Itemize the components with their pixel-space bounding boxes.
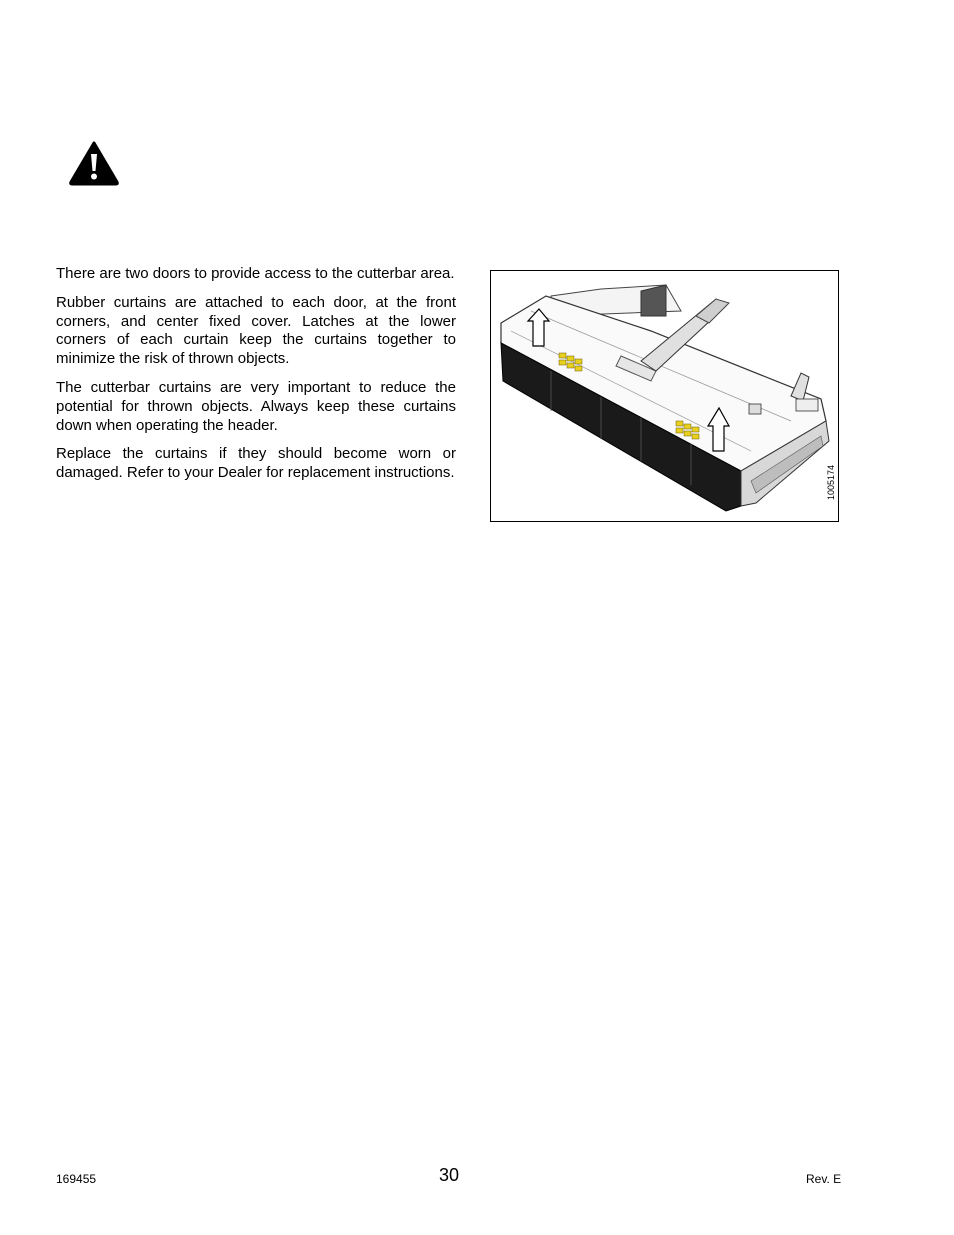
paragraph-replace: Replace the curtains if they should become worn or damaged. Refer to your Dealer for replacement instructions. bbox=[56, 445, 456, 482]
header-illustration bbox=[491, 271, 838, 521]
figure-header-doors bbox=[490, 270, 839, 522]
paragraph-curtains: Rubber curtains are attached to each door, at the front corners, and center fixed cover. Latches at the lower corners of each curtain keep the curtains together to minimize the risk of thrown objects. bbox=[56, 293, 456, 368]
paragraph-importance: The cutterbar curtains are very important to reduce the potential for thrown objects. Always keep these curtains down when operating the header. bbox=[56, 378, 456, 434]
footer-revision: Rev. E bbox=[806, 1172, 842, 1186]
paragraph-doors: There are two doors to provide access to the cutterbar area. bbox=[56, 265, 455, 282]
warning-triangle-icon bbox=[68, 140, 120, 186]
body-text bbox=[56, 265, 456, 493]
figure-number: 1005174 bbox=[826, 464, 836, 500]
footer-doc-number: 169455 bbox=[56, 1172, 97, 1186]
footer-page-number: 30 bbox=[439, 1165, 460, 1185]
